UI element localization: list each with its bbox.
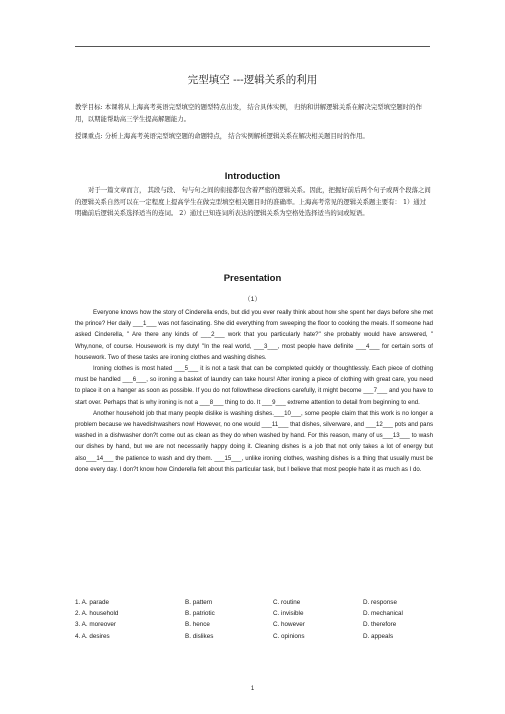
passage [75, 307, 433, 475]
option-d: D. appeals [363, 632, 394, 640]
option-b: B. pattern [185, 599, 213, 606]
passage-paragraph-1: Everyone knows how the story of Cinderella ends, but did you ever really think about how she spent her days before she met the prince? Her daily ___1___ was not fascinating. She did everything from sweeping the floor to cooking the meals. If someone had asked Cinderella, " Are there any kinds of ___2___ work that you particularly hate?" she probably would have answered, " Why,none, of course. Housework is my duty! "In the real world, ___3___, most people have definite ___4___ for certain sorts of housework. Two of these tasks are ironing clothes and washing dishes. [75, 309, 433, 361]
option-a: 1. A. parade [75, 599, 109, 606]
option-d: D. response [363, 599, 397, 606]
option-a: 4. A. desires [75, 632, 110, 640]
focus-text: 分析上海高考英语完型填空题的命题特点， 结合实例解析逻辑关系在解决相关题目时的作用。 [104, 132, 369, 140]
option-row [75, 631, 435, 642]
teaching-focus [75, 131, 430, 143]
option-a: 3. A. moreover [75, 621, 116, 629]
passage-paragraph-3: Another household job that many people dislike is washing dishes.___10___, some people claim that this work is no longer a problem because we havedishwashers now! However, no one would ___11___ that dishes, silverware, and ___12___ pots and pans washed in a dishwasher don?t come out as clean as they do when washed by hand. For this reason, many of us___13___ to wash our dishes by hand, but we are not necessarily happy doing it. Cleaning dishes is a job that not only takes a lot of energy but also___14___ the patience to wash and dry them. ___15___, unlike ironing clothes, washing dishes is a thing that usually must be done every day. I don?t know how Cinderella felt about this particular task, but I believe that most people hate it as much as I do. [75, 409, 433, 473]
presentation-heading: Presentation [223, 273, 282, 284]
focus-label: 授课重点: [75, 132, 103, 140]
presentation-subheading: （1） [243, 296, 262, 303]
option-c: C. however [273, 621, 305, 629]
option-b: B. patriotic [185, 610, 215, 618]
header-rule [75, 46, 430, 47]
option-b: B. dislikes [185, 632, 214, 640]
goal-text: 本课将从上海高考英语完型填空的题型特点出发， 结合具体实例， 归纳和讲解逻辑关系在解决完型填空题时的作用，以期能帮助高三学生提高解题能力。 [75, 103, 422, 123]
passage-paragraph-2: Ironing clothes is most hated ___5___ it is not a task that can be completed quickly or thoughtlessly. Each piece of clothing must be handled ___6___, so ironing a basket of laundry can take hours! After ironing a piece of clothing with great care, you need to place it on a hanger as soon as possible. If you do not followthese directions carefully, it might become ___7___ and you have to start over. Perhaps that is why ironing is not a ___8___ thing to do. It ___9___ extreme attention to detail from beginning to end. [75, 365, 433, 406]
option-row [75, 619, 435, 630]
option-d: D. mechanical [363, 610, 403, 618]
option-row [75, 608, 435, 619]
teaching-goal [75, 102, 430, 125]
goal-label: 教学目标: [75, 103, 103, 111]
page-title: 完型填空 ---逻辑关系的利用 [187, 74, 318, 86]
option-a: 2. A. household [75, 610, 119, 618]
option-row [75, 597, 435, 608]
intro-text: 对于一篇文章而言， 其段与段、 句与句之间的衔接都包含着严密的逻辑关系。因此，把握好前后两个句子或两个段落之间的逻辑关系自然可以在一定程度上提高学生在做完型填空相关题目时的准确率。上海高考常见的逻辑关系题主要有： 1）通过明确前后逻辑关系选择适当的连词。 2）通过已知连词所表达的逻辑关系为空格处选择适当的词或短语。 [75, 186, 431, 217]
option-c: C. opinions [273, 632, 305, 640]
option-b: B. hence [185, 621, 210, 629]
intro-heading: Introduction [224, 171, 281, 182]
page-number: 1 [250, 686, 255, 692]
option-c: C. routine [273, 599, 301, 606]
options-list [75, 597, 435, 642]
option-d: D. therefore [363, 621, 397, 629]
option-c: C. invisible [273, 610, 304, 618]
